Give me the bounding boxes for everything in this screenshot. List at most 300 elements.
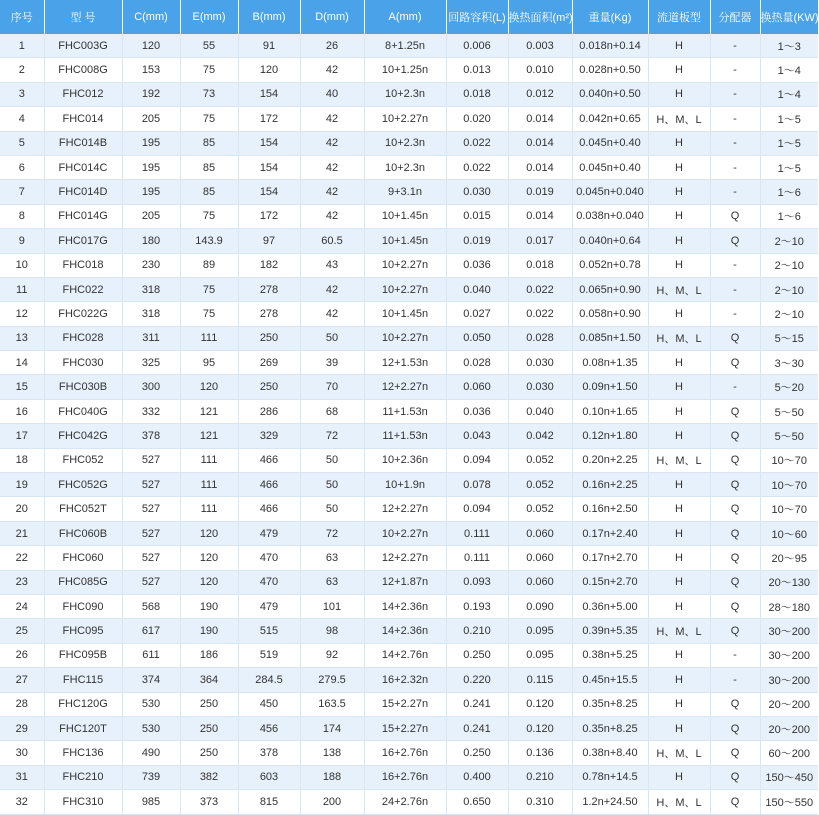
cell-index: 8 [0, 204, 44, 228]
cell-area: 0.028 [508, 326, 572, 350]
header-volume: 回路容积(L) [446, 0, 508, 34]
cell-model: FHC090 [44, 594, 122, 618]
cell-d: 42 [300, 58, 364, 82]
cell-volume: 0.040 [446, 277, 508, 301]
table-row [0, 643, 818, 667]
cell-capacity: 20～95 [760, 546, 818, 570]
cell-c: 527 [122, 448, 180, 472]
table-row [0, 424, 818, 448]
cell-plate-type: H、M、L [648, 619, 710, 643]
cell-area: 0.060 [508, 546, 572, 570]
cell-volume: 0.020 [446, 107, 508, 131]
cell-e: 111 [180, 448, 238, 472]
cell-c: 192 [122, 82, 180, 106]
cell-c: 739 [122, 765, 180, 789]
cell-capacity: 10～70 [760, 448, 818, 472]
cell-index: 6 [0, 155, 44, 179]
cell-distributor: Q [710, 448, 760, 472]
cell-weight: 0.045n+0.40 [572, 131, 648, 155]
cell-model: FHC040G [44, 399, 122, 423]
cell-index: 21 [0, 521, 44, 545]
cell-a: 12+1.53n [364, 351, 446, 375]
cell-plate-type: H [648, 204, 710, 228]
table-row [0, 765, 818, 789]
cell-weight: 0.09n+1.50 [572, 375, 648, 399]
cell-d: 70 [300, 375, 364, 399]
cell-distributor: - [710, 375, 760, 399]
cell-e: 111 [180, 473, 238, 497]
header-distributor: 分配器 [710, 0, 760, 34]
cell-area: 0.136 [508, 741, 572, 765]
cell-model: FHC052 [44, 448, 122, 472]
cell-a: 10+2.3n [364, 155, 446, 179]
cell-volume: 0.013 [446, 58, 508, 82]
cell-c: 568 [122, 594, 180, 618]
cell-b: 97 [238, 229, 300, 253]
cell-plate-type: H [648, 34, 710, 58]
cell-plate-type: H [648, 302, 710, 326]
cell-c: 374 [122, 668, 180, 692]
cell-capacity: 1～6 [760, 204, 818, 228]
cell-b: 479 [238, 521, 300, 545]
cell-model: FHC014B [44, 131, 122, 155]
cell-area: 0.030 [508, 375, 572, 399]
table-body [0, 34, 818, 814]
cell-model: FHC095 [44, 619, 122, 643]
cell-e: 75 [180, 277, 238, 301]
cell-weight: 0.35n+8.25 [572, 716, 648, 740]
cell-index: 20 [0, 497, 44, 521]
cell-a: 10+2.27n [364, 326, 446, 350]
cell-a: 14+2.76n [364, 643, 446, 667]
cell-c: 205 [122, 204, 180, 228]
cell-e: 75 [180, 107, 238, 131]
cell-d: 101 [300, 594, 364, 618]
cell-index: 31 [0, 765, 44, 789]
cell-capacity: 30～200 [760, 668, 818, 692]
cell-c: 120 [122, 34, 180, 58]
cell-b: 519 [238, 643, 300, 667]
cell-e: 120 [180, 570, 238, 594]
cell-area: 0.019 [508, 180, 572, 204]
table-row [0, 399, 818, 423]
cell-volume: 0.060 [446, 375, 508, 399]
cell-a: 11+1.53n [364, 424, 446, 448]
cell-index: 13 [0, 326, 44, 350]
cell-d: 42 [300, 180, 364, 204]
cell-e: 250 [180, 741, 238, 765]
cell-e: 89 [180, 253, 238, 277]
cell-e: 121 [180, 399, 238, 423]
cell-e: 382 [180, 765, 238, 789]
cell-model: FHC085G [44, 570, 122, 594]
cell-weight: 0.17n+2.40 [572, 521, 648, 545]
cell-d: 50 [300, 497, 364, 521]
cell-e: 250 [180, 692, 238, 716]
cell-plate-type: H [648, 351, 710, 375]
cell-distributor: - [710, 277, 760, 301]
cell-e: 55 [180, 34, 238, 58]
cell-distributor: - [710, 668, 760, 692]
cell-b: 515 [238, 619, 300, 643]
cell-plate-type: H [648, 716, 710, 740]
cell-index: 5 [0, 131, 44, 155]
table-row [0, 570, 818, 594]
header-area: 换热面积(m²) [508, 0, 572, 34]
cell-e: 120 [180, 521, 238, 545]
cell-distributor: Q [710, 570, 760, 594]
cell-model: FHC060B [44, 521, 122, 545]
header-row [0, 0, 818, 34]
cell-d: 50 [300, 448, 364, 472]
cell-volume: 0.400 [446, 765, 508, 789]
table-row [0, 521, 818, 545]
cell-volume: 0.036 [446, 399, 508, 423]
cell-c: 611 [122, 643, 180, 667]
cell-area: 0.018 [508, 253, 572, 277]
cell-e: 364 [180, 668, 238, 692]
cell-weight: 0.39n+5.35 [572, 619, 648, 643]
cell-area: 0.014 [508, 131, 572, 155]
cell-distributor: Q [710, 204, 760, 228]
cell-area: 0.030 [508, 351, 572, 375]
cell-area: 0.042 [508, 424, 572, 448]
cell-distributor: Q [710, 424, 760, 448]
header-e: E(mm) [180, 0, 238, 34]
cell-volume: 0.022 [446, 131, 508, 155]
cell-distributor: Q [710, 594, 760, 618]
cell-e: 373 [180, 790, 238, 814]
cell-weight: 0.45n+15.5 [572, 668, 648, 692]
cell-d: 39 [300, 351, 364, 375]
cell-plate-type: H [648, 229, 710, 253]
cell-distributor: - [710, 58, 760, 82]
cell-index: 25 [0, 619, 44, 643]
header-d: D(mm) [300, 0, 364, 34]
cell-plate-type: H、M、L [648, 326, 710, 350]
cell-plate-type: H [648, 497, 710, 521]
cell-weight: 0.78n+14.5 [572, 765, 648, 789]
cell-plate-type: H [648, 375, 710, 399]
cell-a: 9+3.1n [364, 180, 446, 204]
cell-b: 470 [238, 570, 300, 594]
cell-distributor: - [710, 180, 760, 204]
cell-c: 527 [122, 521, 180, 545]
cell-distributor: - [710, 107, 760, 131]
cell-a: 15+2.27n [364, 716, 446, 740]
table-row [0, 668, 818, 692]
cell-e: 111 [180, 326, 238, 350]
cell-b: 154 [238, 131, 300, 155]
cell-plate-type: H [648, 180, 710, 204]
cell-e: 120 [180, 375, 238, 399]
cell-volume: 0.015 [446, 204, 508, 228]
cell-plate-type: H [648, 765, 710, 789]
cell-a: 10+1.45n [364, 302, 446, 326]
cell-model: FHC115 [44, 668, 122, 692]
cell-a: 16+2.76n [364, 765, 446, 789]
cell-area: 0.022 [508, 302, 572, 326]
cell-capacity: 5～50 [760, 424, 818, 448]
cell-model: FHC052G [44, 473, 122, 497]
cell-distributor: Q [710, 521, 760, 545]
cell-d: 42 [300, 155, 364, 179]
cell-c: 378 [122, 424, 180, 448]
cell-weight: 0.10n+1.65 [572, 399, 648, 423]
cell-d: 42 [300, 131, 364, 155]
header-plate-type: 流道板型 [648, 0, 710, 34]
cell-area: 0.014 [508, 155, 572, 179]
table-row [0, 716, 818, 740]
cell-d: 138 [300, 741, 364, 765]
cell-capacity: 28～180 [760, 594, 818, 618]
cell-distributor: Q [710, 692, 760, 716]
cell-index: 4 [0, 107, 44, 131]
cell-b: 250 [238, 326, 300, 350]
cell-area: 0.040 [508, 399, 572, 423]
cell-d: 40 [300, 82, 364, 106]
table-row [0, 277, 818, 301]
cell-area: 0.052 [508, 497, 572, 521]
cell-weight: 0.15n+2.70 [572, 570, 648, 594]
cell-model: FHC008G [44, 58, 122, 82]
cell-plate-type: H [648, 692, 710, 716]
cell-capacity: 2～10 [760, 229, 818, 253]
cell-b: 172 [238, 107, 300, 131]
cell-capacity: 60～200 [760, 741, 818, 765]
cell-b: 286 [238, 399, 300, 423]
cell-volume: 0.006 [446, 34, 508, 58]
cell-c: 311 [122, 326, 180, 350]
cell-area: 0.310 [508, 790, 572, 814]
table-row [0, 351, 818, 375]
cell-model: FHC018 [44, 253, 122, 277]
cell-model: FHC210 [44, 765, 122, 789]
cell-area: 0.060 [508, 521, 572, 545]
cell-distributor: Q [710, 497, 760, 521]
cell-a: 14+2.36n [364, 594, 446, 618]
cell-index: 12 [0, 302, 44, 326]
cell-capacity: 1～3 [760, 34, 818, 58]
table-row [0, 497, 818, 521]
cell-d: 279.5 [300, 668, 364, 692]
cell-volume: 0.241 [446, 716, 508, 740]
cell-capacity: 10～70 [760, 473, 818, 497]
cell-capacity: 10～70 [760, 497, 818, 521]
cell-plate-type: H [648, 253, 710, 277]
cell-b: 154 [238, 180, 300, 204]
cell-d: 26 [300, 34, 364, 58]
cell-weight: 0.040n+0.64 [572, 229, 648, 253]
cell-index: 24 [0, 594, 44, 618]
cell-model: FHC310 [44, 790, 122, 814]
cell-volume: 0.193 [446, 594, 508, 618]
cell-weight: 0.17n+2.70 [572, 546, 648, 570]
cell-c: 300 [122, 375, 180, 399]
cell-index: 11 [0, 277, 44, 301]
cell-weight: 0.058n+0.90 [572, 302, 648, 326]
cell-distributor: - [710, 34, 760, 58]
cell-a: 10+1.9n [364, 473, 446, 497]
cell-distributor: Q [710, 546, 760, 570]
cell-b: 466 [238, 448, 300, 472]
cell-distributor: Q [710, 790, 760, 814]
cell-e: 190 [180, 594, 238, 618]
cell-index: 17 [0, 424, 44, 448]
cell-weight: 0.018n+0.14 [572, 34, 648, 58]
cell-area: 0.120 [508, 692, 572, 716]
cell-plate-type: H [648, 594, 710, 618]
cell-area: 0.095 [508, 643, 572, 667]
cell-plate-type: H [648, 155, 710, 179]
cell-c: 318 [122, 277, 180, 301]
cell-d: 68 [300, 399, 364, 423]
cell-plate-type: H [648, 424, 710, 448]
cell-c: 527 [122, 570, 180, 594]
cell-model: FHC120G [44, 692, 122, 716]
cell-index: 30 [0, 741, 44, 765]
cell-d: 50 [300, 473, 364, 497]
cell-index: 15 [0, 375, 44, 399]
cell-index: 10 [0, 253, 44, 277]
cell-weight: 0.36n+5.00 [572, 594, 648, 618]
cell-c: 195 [122, 155, 180, 179]
cell-d: 63 [300, 546, 364, 570]
cell-e: 250 [180, 716, 238, 740]
cell-plate-type: H [648, 58, 710, 82]
cell-index: 22 [0, 546, 44, 570]
cell-c: 318 [122, 302, 180, 326]
cell-capacity: 5～20 [760, 375, 818, 399]
cell-b: 450 [238, 692, 300, 716]
cell-volume: 0.094 [446, 497, 508, 521]
cell-c: 527 [122, 473, 180, 497]
cell-b: 378 [238, 741, 300, 765]
cell-weight: 0.085n+1.50 [572, 326, 648, 350]
cell-c: 195 [122, 131, 180, 155]
header-capacity: 换热量(KW) [760, 0, 818, 34]
cell-d: 92 [300, 643, 364, 667]
table-header [0, 0, 818, 34]
table-row [0, 302, 818, 326]
cell-area: 0.052 [508, 448, 572, 472]
cell-model: FHC014G [44, 204, 122, 228]
cell-area: 0.014 [508, 107, 572, 131]
cell-plate-type: H [648, 82, 710, 106]
cell-distributor: - [710, 643, 760, 667]
cell-c: 180 [122, 229, 180, 253]
cell-b: 466 [238, 497, 300, 521]
cell-model: FHC060 [44, 546, 122, 570]
cell-d: 174 [300, 716, 364, 740]
cell-distributor: Q [710, 619, 760, 643]
cell-index: 29 [0, 716, 44, 740]
header-a: A(mm) [364, 0, 446, 34]
cell-plate-type: H [648, 473, 710, 497]
cell-volume: 0.250 [446, 741, 508, 765]
cell-area: 0.120 [508, 716, 572, 740]
cell-a: 14+2.36n [364, 619, 446, 643]
cell-weight: 0.08n+1.35 [572, 351, 648, 375]
cell-volume: 0.036 [446, 253, 508, 277]
cell-capacity: 20～200 [760, 692, 818, 716]
cell-c: 985 [122, 790, 180, 814]
cell-model: FHC022G [44, 302, 122, 326]
cell-weight: 0.16n+2.25 [572, 473, 648, 497]
cell-plate-type: H [648, 546, 710, 570]
cell-d: 43 [300, 253, 364, 277]
cell-d: 60.5 [300, 229, 364, 253]
cell-index: 2 [0, 58, 44, 82]
cell-model: FHC120T [44, 716, 122, 740]
cell-model: FHC042G [44, 424, 122, 448]
cell-capacity: 10～60 [760, 521, 818, 545]
cell-b: 603 [238, 765, 300, 789]
cell-index: 18 [0, 448, 44, 472]
cell-weight: 0.35n+8.25 [572, 692, 648, 716]
table-row [0, 229, 818, 253]
table-row [0, 692, 818, 716]
cell-b: 470 [238, 546, 300, 570]
cell-distributor: Q [710, 229, 760, 253]
cell-plate-type: H [648, 570, 710, 594]
cell-d: 163.5 [300, 692, 364, 716]
cell-a: 10+2.27n [364, 253, 446, 277]
cell-volume: 0.241 [446, 692, 508, 716]
cell-area: 0.014 [508, 204, 572, 228]
cell-model: FHC012 [44, 82, 122, 106]
cell-b: 269 [238, 351, 300, 375]
table-row [0, 448, 818, 472]
cell-distributor: - [710, 253, 760, 277]
cell-area: 0.090 [508, 594, 572, 618]
cell-a: 10+2.3n [364, 131, 446, 155]
cell-e: 121 [180, 424, 238, 448]
table-row [0, 155, 818, 179]
cell-capacity: 30～200 [760, 643, 818, 667]
cell-model: FHC136 [44, 741, 122, 765]
cell-weight: 0.045n+0.40 [572, 155, 648, 179]
cell-weight: 0.20n+2.25 [572, 448, 648, 472]
cell-volume: 0.220 [446, 668, 508, 692]
cell-b: 182 [238, 253, 300, 277]
cell-c: 530 [122, 716, 180, 740]
cell-weight: 1.2n+24.50 [572, 790, 648, 814]
cell-d: 42 [300, 302, 364, 326]
cell-c: 617 [122, 619, 180, 643]
cell-d: 72 [300, 521, 364, 545]
cell-c: 490 [122, 741, 180, 765]
cell-d: 72 [300, 424, 364, 448]
cell-distributor: Q [710, 716, 760, 740]
cell-area: 0.095 [508, 619, 572, 643]
cell-area: 0.010 [508, 58, 572, 82]
cell-e: 75 [180, 58, 238, 82]
cell-index: 16 [0, 399, 44, 423]
table-row [0, 619, 818, 643]
cell-index: 3 [0, 82, 44, 106]
cell-index: 14 [0, 351, 44, 375]
cell-capacity: 1～5 [760, 107, 818, 131]
cell-a: 16+2.76n [364, 741, 446, 765]
cell-model: FHC030 [44, 351, 122, 375]
cell-a: 11+1.53n [364, 399, 446, 423]
header-index: 序号 [0, 0, 44, 34]
table-row [0, 34, 818, 58]
table-row [0, 473, 818, 497]
table-row [0, 594, 818, 618]
cell-model: FHC028 [44, 326, 122, 350]
